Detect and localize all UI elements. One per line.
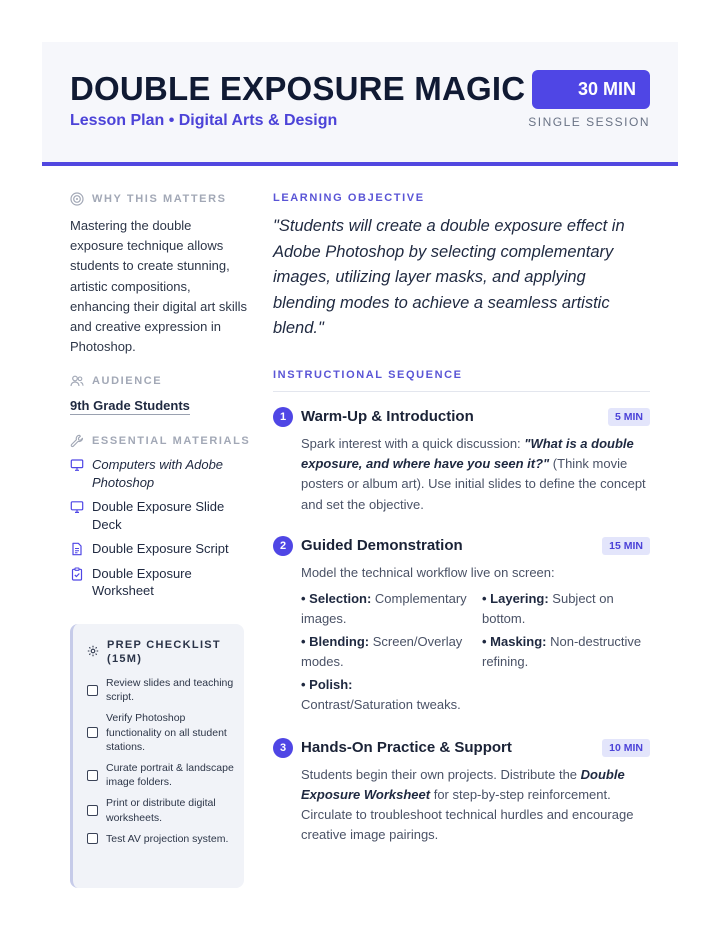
wrench-icon	[70, 434, 84, 448]
material-label: Double Exposure Script	[92, 541, 229, 557]
checklist-item-label: Print or distribute digital worksheets.	[106, 797, 216, 824]
checklist-item[interactable]	[87, 832, 234, 846]
checklist-heading	[87, 638, 234, 666]
page-title: DOUBLE EXPOSURE MAGIC	[70, 70, 526, 107]
step-intro: Model the technical workflow live on screen:	[301, 564, 555, 580]
audience-value: 9th Grade Students	[70, 398, 190, 414]
technique-item	[482, 632, 650, 671]
step-text: Spark interest with a quick discussion:	[301, 435, 525, 451]
session-label: SINGLE SESSION	[528, 115, 650, 129]
why-heading	[70, 192, 245, 206]
checkbox[interactable]	[87, 685, 98, 696]
step-text: for step-by-step reinforcement. Circulate to troubleshoot technical hurdles and encourage creative image pairings.	[301, 786, 634, 843]
technique-grid	[301, 589, 650, 715]
clipboard-check-icon	[70, 567, 84, 581]
materials-heading	[70, 434, 251, 448]
step-time-badge: 5 MIN	[608, 408, 650, 426]
list-item	[70, 456, 245, 491]
checkbox[interactable]	[87, 727, 98, 738]
step-quote: "What is a double exposure, and where have you seen it?"	[301, 435, 634, 472]
target-icon	[70, 192, 84, 206]
sequence-heading: INSTRUCTIONAL SEQUENCE	[273, 369, 650, 392]
step-text: Students begin their own projects. Distribute the	[301, 766, 581, 782]
sidebar	[70, 192, 251, 607]
checklist-item[interactable]	[87, 676, 234, 704]
checklist-item[interactable]	[87, 761, 234, 789]
technique-text: Contrast/Saturation tweaks.	[301, 696, 461, 712]
materials-section	[70, 434, 251, 600]
material-label: Double Exposure Slide Deck	[92, 499, 225, 532]
step-text: (Think movie posters or album art). Use initial slides to define the concept and set the objective.	[301, 456, 646, 512]
objective-heading: LEARNING OBJECTIVE	[273, 192, 425, 204]
checklist-item[interactable]	[87, 711, 234, 754]
audience-section	[70, 374, 245, 415]
why-text: Mastering the double exposure technique allows students to create stunning, artistic compositions, enhancing their digital art skills and creative expression in Photoshop.	[70, 218, 248, 355]
step-title: Hands-On Practice & Support	[301, 738, 512, 756]
audience-heading-label: AUDIENCE	[92, 375, 163, 388]
technique-item	[301, 675, 482, 714]
step-number: 1	[273, 407, 293, 427]
why-section	[70, 192, 248, 357]
materials-list	[70, 456, 245, 600]
duration-badge: 30 MIN	[532, 70, 650, 109]
checklist-item-label: Review slides and teaching script.	[106, 677, 234, 704]
page-subtitle: Lesson Plan • Digital Arts & Design	[70, 112, 338, 129]
step-emphasis: Double Exposure Worksheet	[301, 766, 625, 802]
technique-text: Screen/Overlay modes.	[301, 634, 463, 669]
step-time-badge: 10 MIN	[602, 739, 650, 757]
technique-label: • Layering:	[482, 590, 549, 606]
checklist-item-label: Verify Photoshop functionality on all student stations.	[106, 712, 227, 753]
audience-heading	[70, 374, 245, 388]
checkbox[interactable]	[87, 833, 98, 844]
technique-text: Non-destructive refining.	[482, 634, 642, 669]
technique-label: • Masking:	[482, 634, 547, 650]
technique-text: Complementary images.	[301, 590, 467, 626]
step-description	[301, 765, 650, 846]
checklist-items	[87, 676, 234, 846]
checklist-item-label: Test AV projection system.	[106, 832, 229, 845]
sequence-step	[273, 737, 650, 846]
presentation-icon	[70, 500, 84, 514]
gear-icon	[87, 645, 99, 657]
technique-label: • Blending:	[301, 634, 370, 650]
material-label: Double Exposure Worksheet	[92, 565, 192, 599]
checkbox[interactable]	[87, 770, 98, 781]
technique-item	[301, 589, 482, 628]
monitor-icon	[70, 458, 84, 472]
technique-item	[301, 632, 482, 671]
step-time-badge: 15 MIN	[602, 537, 650, 555]
lesson-header	[42, 42, 678, 166]
list-item	[70, 565, 245, 600]
step-number: 2	[273, 536, 293, 556]
materials-heading-label: ESSENTIAL MATERIALS	[92, 435, 251, 448]
technique-label: • Selection:	[301, 590, 372, 606]
step-title: Warm-Up & Introduction	[301, 407, 474, 425]
list-item	[70, 498, 245, 533]
checklist-item[interactable]	[87, 796, 234, 824]
step-title: Guided Demonstration	[301, 536, 463, 554]
technique-label: • Polish:	[301, 677, 353, 693]
users-icon	[70, 374, 84, 388]
prep-checklist	[70, 624, 244, 888]
step-number: 3	[273, 738, 293, 758]
technique-text: Subject on bottom.	[482, 590, 614, 626]
material-label: Computers with Adobe Photoshop	[92, 457, 224, 490]
checklist-item-label: Curate portrait & landscape image folders.	[106, 762, 234, 789]
list-item	[70, 540, 245, 558]
step-description	[301, 434, 650, 515]
sequence-step	[273, 535, 650, 715]
sequence-step	[273, 406, 650, 515]
technique-item	[482, 589, 650, 628]
checklist-heading-label: PREP CHECKLIST (15M)	[107, 639, 221, 665]
main-content	[273, 192, 650, 845]
checkbox[interactable]	[87, 805, 98, 816]
document-icon	[70, 542, 84, 556]
learning-objective: "Students will create a double exposure effect in Adobe Photoshop by selecting complementary images, utilizing layer masks, and applying blending modes to achieve a seamless artistic blend."	[273, 217, 625, 338]
why-heading-label: WHY THIS MATTERS	[92, 193, 227, 205]
